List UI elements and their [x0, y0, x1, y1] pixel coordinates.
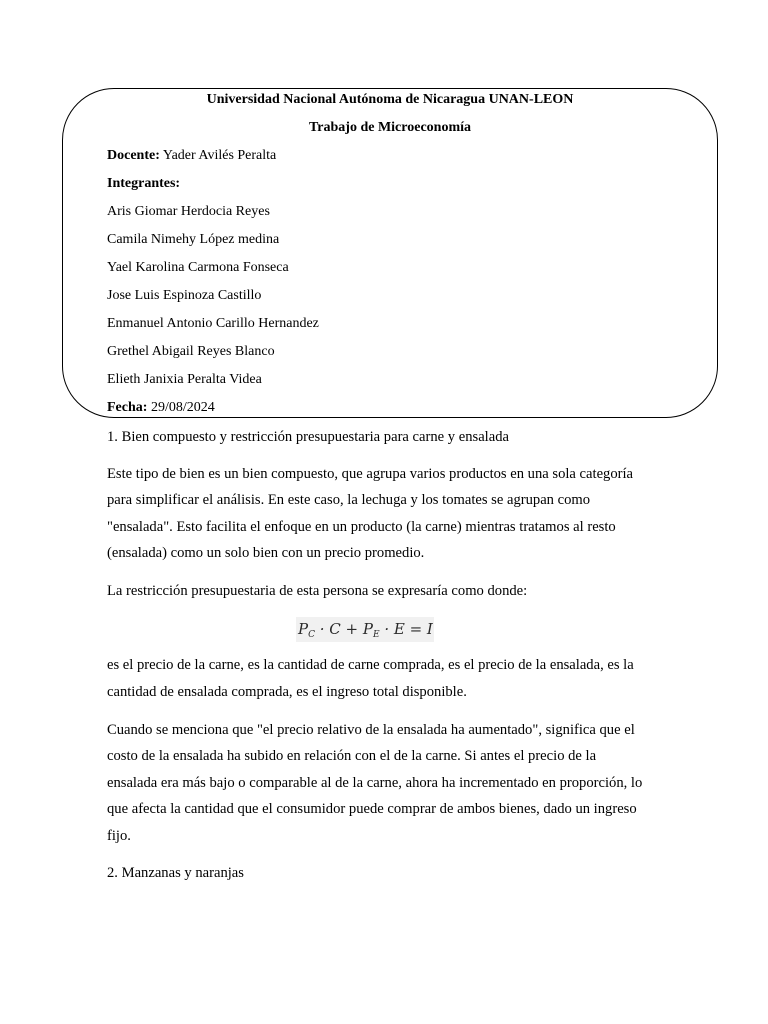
paragraph-line: (ensalada) como un solo bien con un precio promedio. — [107, 545, 425, 561]
paragraph-line: costo de la ensalada ha subido en relación con el de la carne. Si antes el precio de la — [107, 748, 597, 764]
header-box — [62, 88, 718, 418]
member-name: Elieth Janixia Peralta Videa — [107, 372, 262, 387]
section1-title: 1. Bien compuesto y restricción presupuestaria para carne y ensalada — [107, 429, 509, 445]
paragraph-line: Cuando se menciona que "el precio relativo de la ensalada ha aumentado", significa que el — [107, 722, 635, 738]
date-value: 29/08/2024 — [147, 400, 215, 415]
paragraph-line: que afecta la cantidad que el consumidor puede comprar de ambos bienes, dado un ingreso — [107, 801, 637, 817]
paragraph-line: ensalada era más bajo o comparable al de la carne, ahora ha incrementado en proporción, lo — [107, 775, 643, 791]
teacher-line — [107, 147, 276, 165]
paragraph-line: Este tipo de bien es un bien compuesto, que agrupa varios productos en una sola categoría — [107, 466, 634, 482]
section2-title: 2. Manzanas y naranjas — [107, 865, 244, 881]
work-title: Trabajo de Microeconomía — [308, 120, 471, 135]
member-name: Yael Karolina Carmona Fonseca — [107, 260, 289, 275]
teacher-label: Docente: — [107, 148, 160, 163]
member-name: Grethel Abigail Reyes Blanco — [107, 344, 275, 359]
paragraph-line: para simplificar el análisis. En este caso, la lechuga y los tomates se agrupan como — [107, 492, 591, 508]
paragraph-line: "ensalada". Esto facilita el enfoque en un producto (la carne) mientras tratamos al resto — [107, 519, 616, 535]
member-name: Jose Luis Espinoza Castillo — [107, 288, 262, 303]
paragraph-line: es el precio de la carne, es la cantidad de carne comprada, es el precio de la ensalada, es la — [107, 657, 634, 673]
members-label: Integrantes: — [107, 176, 181, 191]
date-line — [107, 399, 215, 417]
paragraph-line: La restricción presupuestaria de esta persona se expresaría como donde: — [107, 583, 528, 599]
teacher-name: Yader Avilés Peralta — [159, 148, 277, 163]
member-name: Enmanuel Antonio Carillo Hernandez — [107, 316, 319, 331]
budget-formula — [296, 617, 434, 642]
paragraph-line: fijo. — [107, 828, 131, 844]
university-name: Universidad Nacional Autónoma de Nicaragua UNAN-LEON — [206, 92, 574, 107]
formula-text: $P_C \cdot C + P_E \cdot E = I$ — [298, 620, 433, 640]
member-name: Aris Giomar Herdocia Reyes — [107, 204, 270, 219]
member-name: Camila Nimehy López medina — [107, 232, 280, 247]
paragraph-line: cantidad de ensalada comprada, es el ingreso total disponible. — [107, 684, 467, 700]
date-label: Fecha: — [107, 400, 148, 415]
